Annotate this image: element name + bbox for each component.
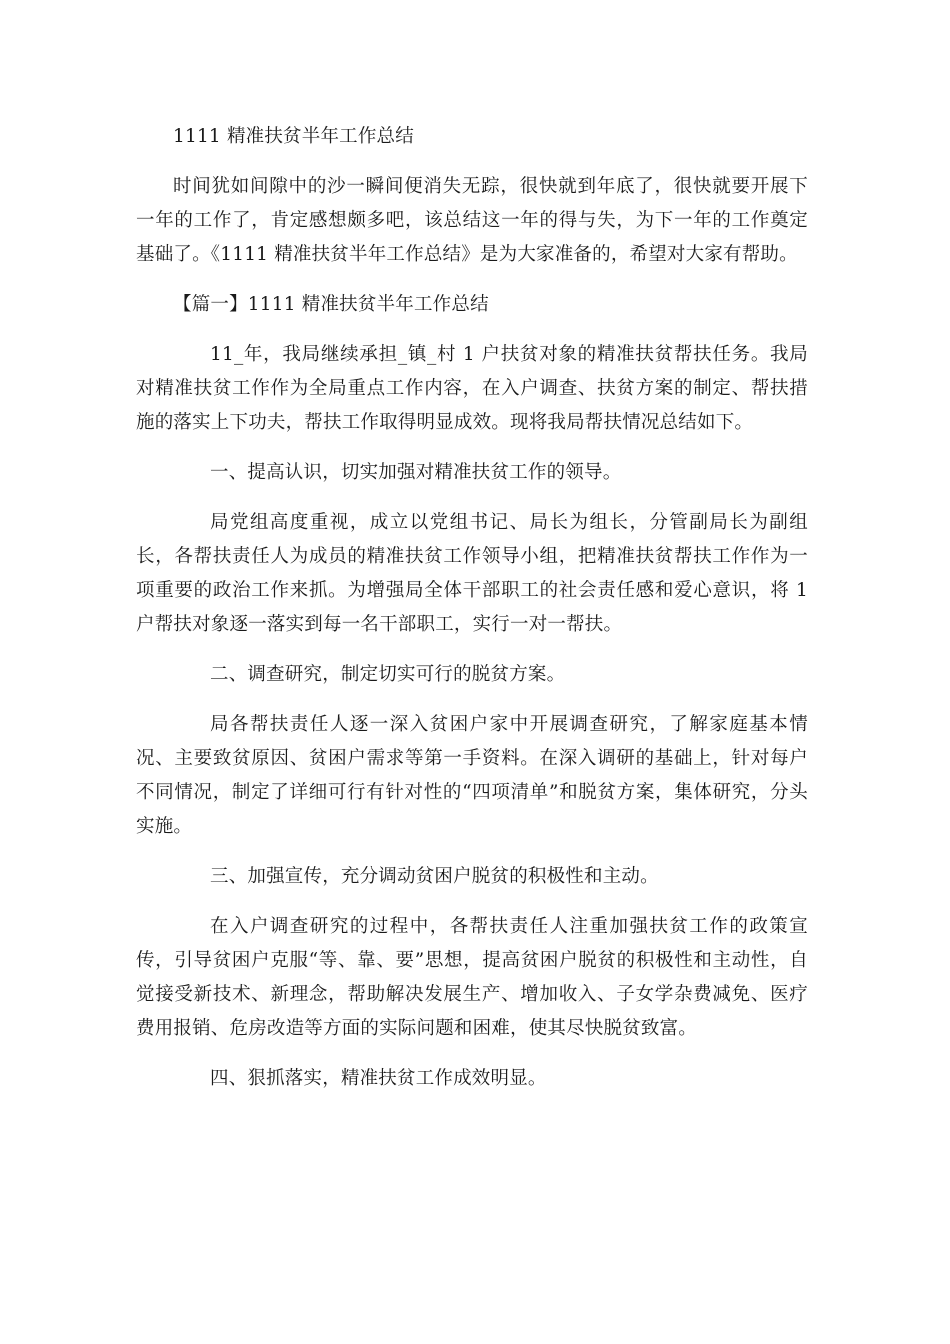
subheading-1: 一、提高认识，切实加强对精准扶贫工作的领导。 [210,462,622,483]
body-paragraph-4: 在入户调查研究的过程中，各帮扶责任人注重加强扶贫工作的政策宣传，引导贫困户克服“等、靠、要”思想，提高贫困户脱贫的积极性和主动性，自觉接受新技术、新理念，帮助解决发展生产、增加收入、子女学杂费减免、医疗费用报销、危房改造等方面的实际问题和困难，使其尽快脱贫致富。 [136,916,808,1039]
subheading-2: 二、调查研究，制定切实可行的脱贫方案。 [210,664,566,685]
subheading-3: 三、加强宣传，充分调动贫困户脱贫的积极性和主动。 [210,866,659,887]
body-paragraph-3: 局各帮扶责任人逐一深入贫困户家中开展调查研究，了解家庭基本情况、主要致贫原因、贫困户需求等第一手资料。在深入调研的基础上，针对每户不同情况，制定了详细可行有针对性的“四项清单”和脱贫方案，集体研究，分头实施。 [136,714,808,837]
subheading-4: 四、狠抓落实，精准扶贫工作成效明显。 [210,1068,547,1089]
document-page [136,120,808,1096]
body-paragraph-2: 局党组高度重视，成立以党组书记、局长为组长，分管副局长为副组长，各帮扶责任人为成员的精准扶贫工作领导小组，把精准扶贫帮扶工作作为一项重要的政治工作来抓。为增强局全体干部职工的社会责任感和爱心意识，将 1 户帮扶对象逐一落实到每一名干部职工，实行一对一帮扶。 [136,512,808,635]
document-title: 1111 精准扶贫半年工作总结 [173,126,414,147]
intro-paragraph: 时间犹如间隙中的沙一瞬间便消失无踪，很快就到年底了，很快就要开展下一年的工作了，肯定感想颇多吧，该总结这一年的得与失，为下一年的工作奠定基础了。《1111 精准扶贫半年工作总结》是为大家准备的，希望对大家有帮助。 [136,176,808,265]
body-paragraph-1: 11_年，我局继续承担_镇_村 1 户扶贫对象的精准扶贫帮扶任务。我局对精准扶贫工作作为全局重点工作内容，在入户调查、扶贫方案的制定、帮扶措施的落实上下功夫，帮扶工作取得明显成效。现将我局帮扶情况总结如下。 [136,344,808,433]
section-heading: 【篇一】1111 精准扶贫半年工作总结 [173,294,489,315]
